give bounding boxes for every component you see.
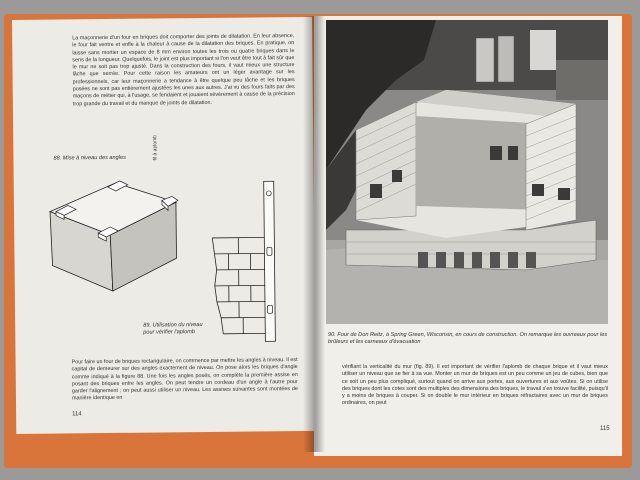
right-page xyxy=(314,16,622,456)
figure-90-caption: 90. Four de Don Reitz, à Spring Green, Wisconsin, en cours de construction. On remarque les ouvreaux pour les brûleurs et les carneaux d'évacuation xyxy=(328,332,608,345)
left-page xyxy=(12,17,316,434)
figure-88-caption: 88. Mise à niveau des angles xyxy=(53,154,126,162)
kiln-construction-photo xyxy=(326,20,608,324)
bottom-paragraph-left: Pour faire un four de briques rectangulaire, on commence par mettre les angles à niveau. Il est capital de demeurer sur des angles exactement de niveau. On pose alors les briques d'angle comme indiqué à la figure 88. Une fois les angles posés, on complète la première assise en posant des briques entre les angles. On peut tendre un cordeau d'un angle à l'autre pour garder l'alignement ; on peut aussi utiliser un niveau. Les assises suivantes sont montées de manière identique en xyxy=(71,357,298,402)
figure-89-caption: 89. Utilisation du niveau pour vérifier l'aplomb xyxy=(143,322,203,336)
page-number-right: 115 xyxy=(600,426,610,432)
book-gutter-shadow xyxy=(303,16,325,452)
page-number-left: 114 xyxy=(72,411,82,418)
intro-paragraph: La maçonnerie d'un four en briques doit comporter des joints de dilatation. En leur absence, le four fait ventre et enfle à la chaleur à cause de la dilatation des briques. En pratique, on laisse sans mortier un espace de 8 mm environ toutes les trois ou quatre briques dans le sens de la longueur. Quelquefois, le joint est plus important si l'on veut être tout à fait sûr que le mur ne soit pas trop ajusté. Dans la construction des fours, il vaut mieux une structure lâche que serrée. Pour cette raison les amateurs ont un léger avantage sur les professionnels, car leur maçonnerie a tendance à être quelque peu lâche et les briques posées ne sont pas entièrement ajustées les unes aux autres. J'ai vu des fours faits par des maçons de métier qui, à l'usage, se fendaient et jouaient sévèrement à cause de la précision trop grande du travail et du manque de joints de dilatation. xyxy=(72,33,295,108)
level-label: fil à aplomb xyxy=(152,134,159,161)
bottom-paragraph-right: vérifiant la verticalité du mur (fig. 89). Il est important de vérifier l'aplomb de chaque brique et il vaut mieux utiliser un niveau que se fier à sa vue. Monter un mur de briques est un peu comme un jeu de cubes, bien que ce soit un peu plus compliqué, surtout quand on arrive aux portes, aux ouvertures et aux voûtes. Si on utilise des briques dont les cotes sont des multiples des dimensions des briques, le travail s'en trouve facilité, puisqu'il y a moins de briques à couper. Si on double le mur intérieur en briques réfractaires avec un mur de briques ordinaires, on peut xyxy=(342,364,608,407)
figure-88-drawing xyxy=(36,168,187,300)
